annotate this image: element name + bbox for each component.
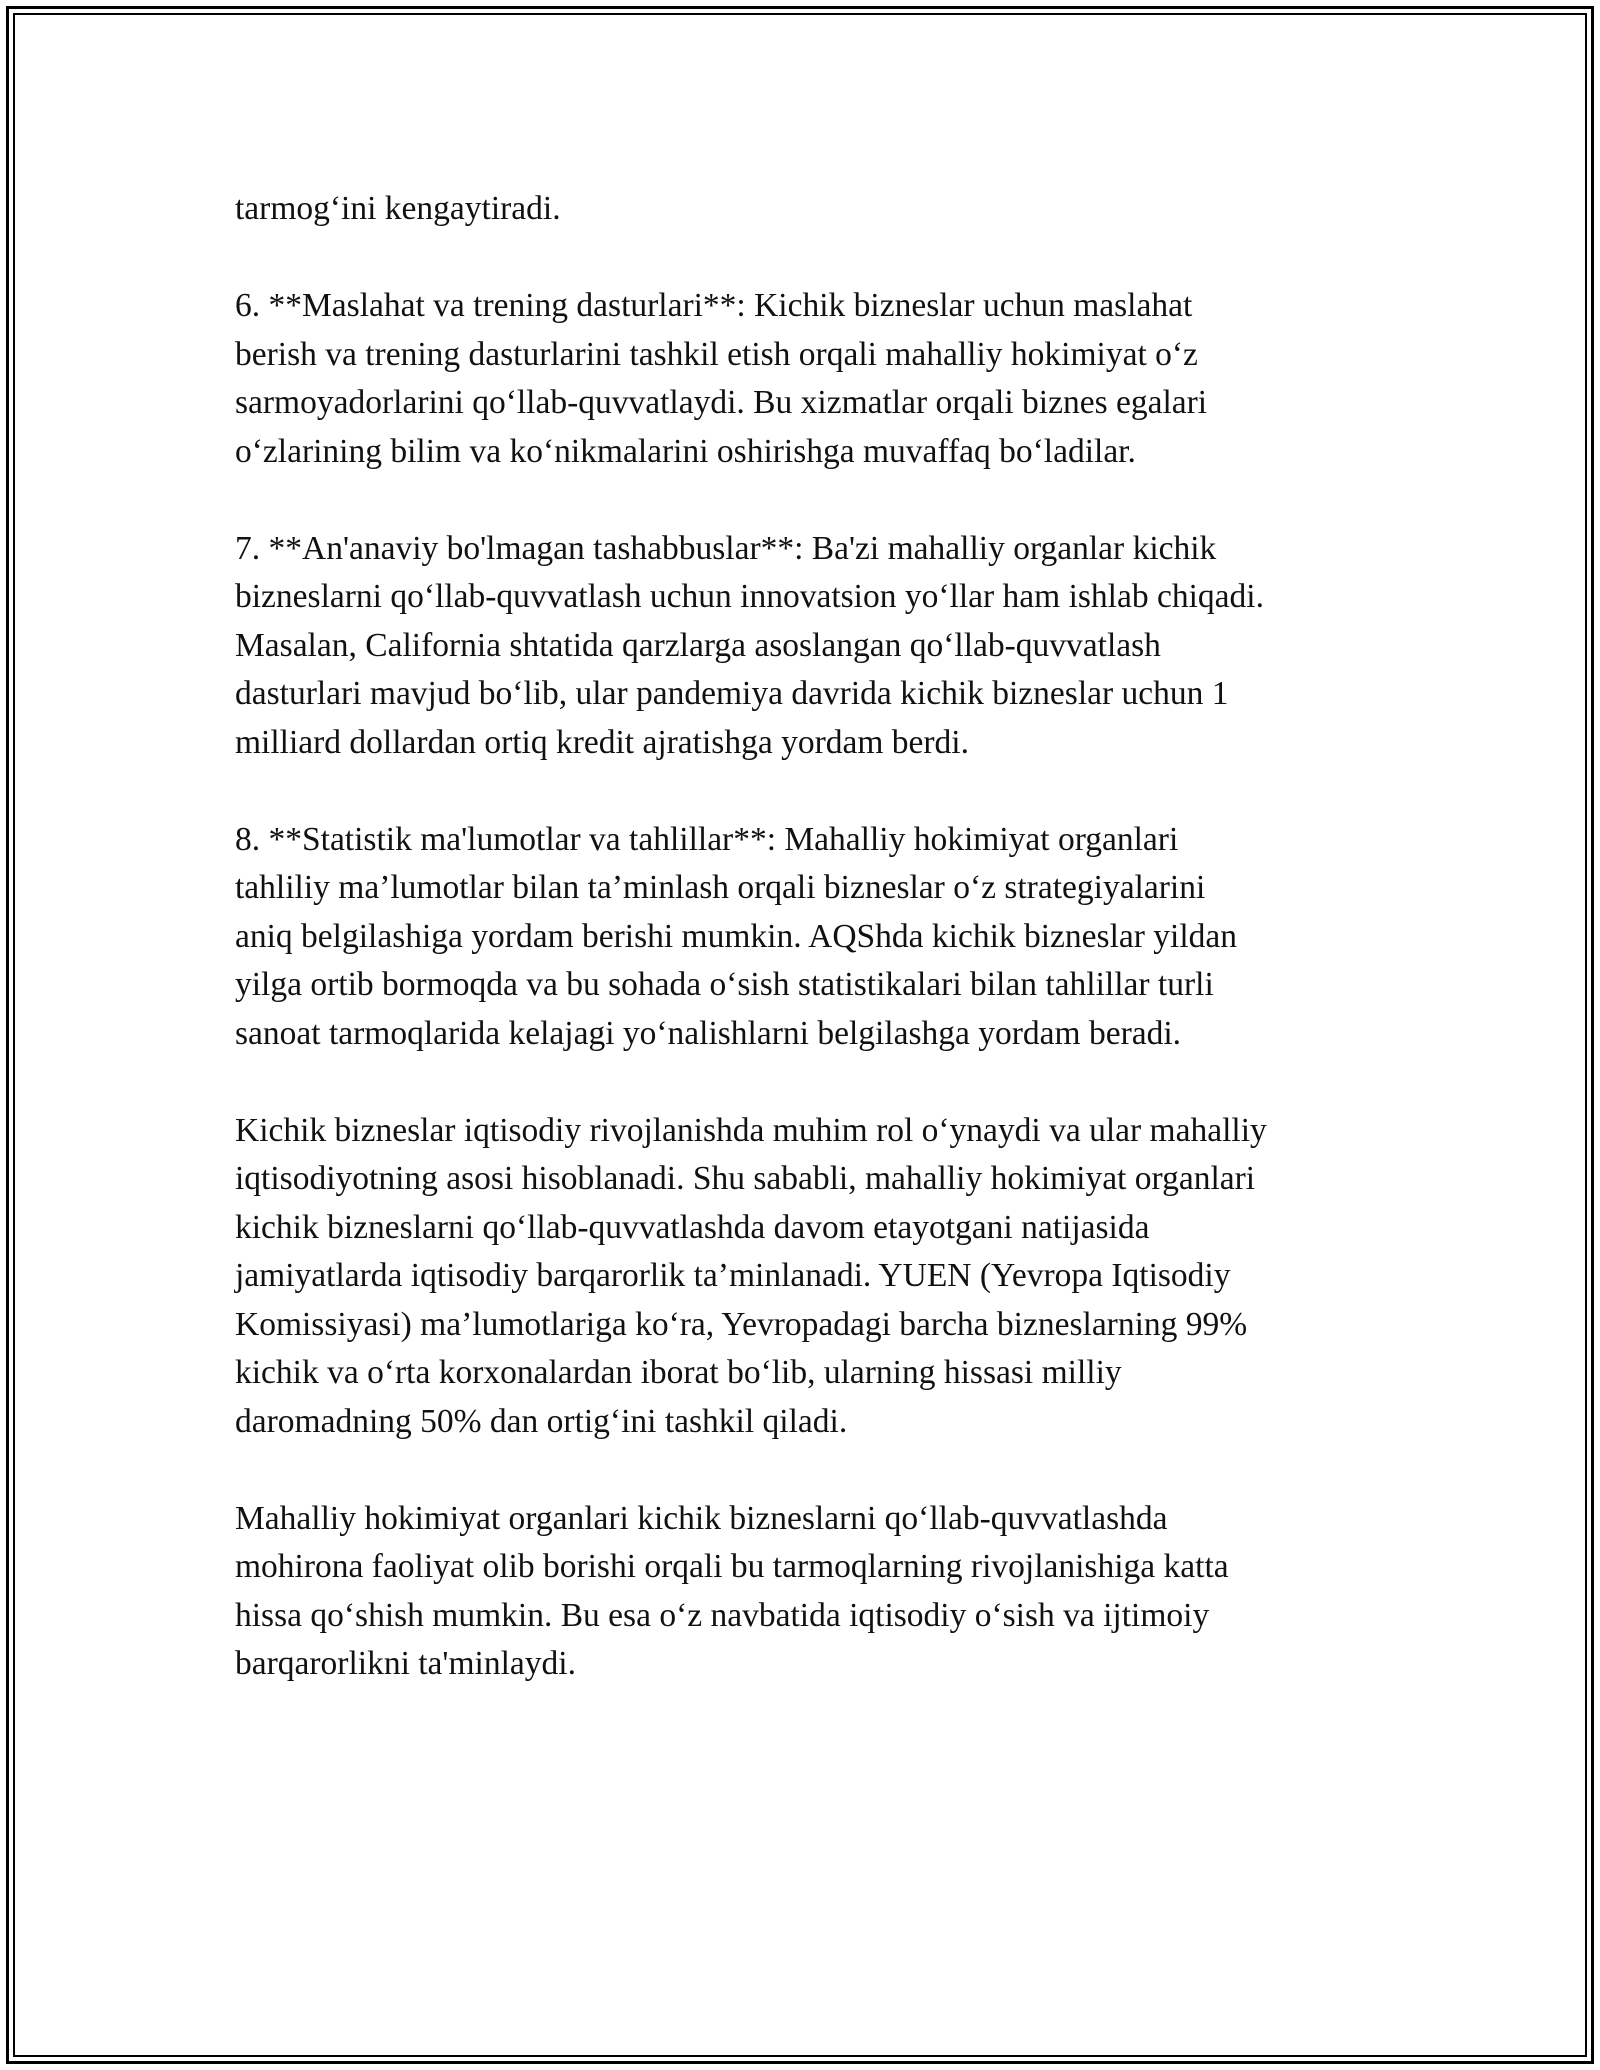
- paragraph-summary: Kichik bizneslar iqtisodiy rivojlanishda muhim rol o‘ynaydi va ular mahalliy iqtisodiyotning asosi hisoblanadi. Shu sababli, mahalliy hokimiyat organlari kichik bizneslarni qo‘llab-quvvatlashda davom etayotgani natijasida jamiyatlarda iqtisodiy barqarorlik ta’minlanadi. YUEN (Yevropa Iqtisodiy Komissiyasi) ma’lumotlariga ko‘ra, Yevropadagi barcha bizneslarning 99% kichik va o‘rta korxonalardan iborat bo‘lib, ularning hissasi milliy daromadning 50% dan ortig‘ini tashkil qiladi.: [235, 1111, 1267, 1440]
- paragraph-continuation: tarmog‘ini kengaytiradi.: [235, 190, 561, 227]
- paragraph-item-6: 6. **Maslahat va trening dasturlari**: Kichik bizneslar uchun maslahat berish va trening dasturlarini tashkil etish orqali mahalliy hokimiyat o‘z sarmoyadorlarini qo‘llab-quvvatlaydi. Bu xizmatlar orqali biznes egalari o‘zlarining bilim va ko‘nikmalarini oshirishga muvaffaq bo‘ladilar.: [235, 287, 1208, 470]
- document-body: [235, 185, 1385, 1737]
- paragraph-item-8: 8. **Statistik ma'lumotlar va tahlillar**: Mahalliy hokimiyat organlari tahliliy ma’lumotlar bilan ta’minlash orqali bizneslar o‘z strategiyalarini aniq belgilashiga yordam berishi mumkin. AQShda kichik bizneslar yildan yilga ortib bormoqda va bu sohada o‘sish statistikalari bilan tahlillar turli sanoat tarmoqlarida kelajagi yo‘nalishlarni belgilashga yordam beradi.: [235, 820, 1238, 1052]
- paragraph-item-7: 7. **An'anaviy bo'lmagan tashabbuslar**: Ba'zi mahalliy organlar kichik bizneslarni qo‘llab-quvvatlash uchun innovatsion yo‘llar ham ishlab chiqadi. Masalan, California shtatida qarzlarga asoslangan qo‘llab-quvvatlash dasturlari mavjud bo‘lib, ular pandemiya davrida kichik bizneslar uchun 1 milliard dollardan ortiq kredit ajratishga yordam berdi.: [235, 529, 1264, 761]
- paragraph-conclusion: Mahalliy hokimiyat organlari kichik bizneslarni qo‘llab-quvvatlashda mohirona faoliyat olib borishi orqali bu tarmoqlarning rivojlanishiga katta hissa qo‘shish mumkin. Bu esa o‘z navbatida iqtisodiy o‘sish va ijtimoiy barqarorlikni ta'minlaydi.: [235, 1499, 1229, 1682]
